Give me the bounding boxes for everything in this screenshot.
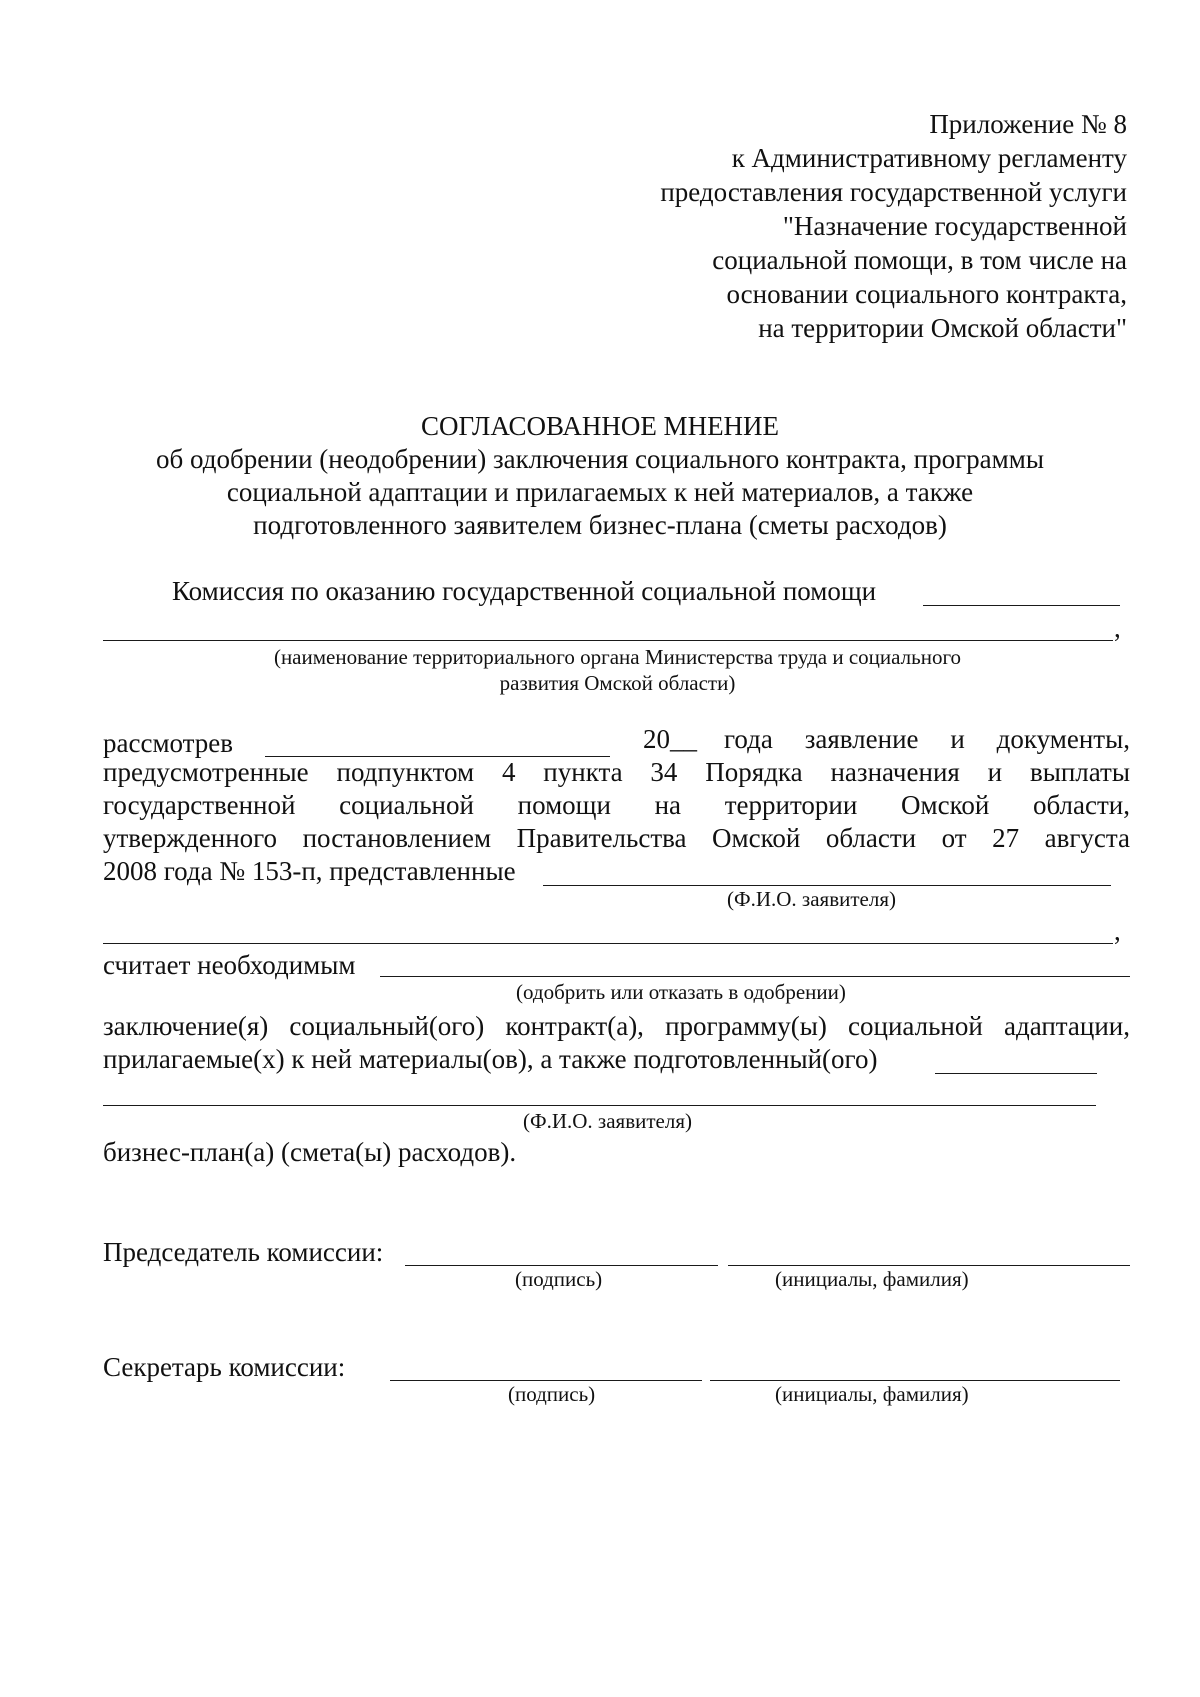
conclusion-line-1: заключение(я) социальный(ого) контракт(а), программу(ы) социальной адаптации, <box>103 1011 1130 1041</box>
para-line-2: государственной социальной помощи на территории Омской области, <box>103 790 1130 820</box>
document-subtitle-line-2: социальной адаптации и прилагаемых к ней материалов, а также <box>226 477 974 507</box>
appendix-line-6: основании социального контракта, <box>726 279 1127 309</box>
considers-label: считает необходимым <box>103 950 356 980</box>
business-plan-text: бизнес-план(а) (смета(ы) расходов). <box>103 1137 517 1167</box>
appendix-line-5: социальной помощи, в том числе на <box>712 245 1127 275</box>
comma: , <box>1114 613 1121 643</box>
year-text: года заявление и документы, <box>724 724 1130 754</box>
commission-label: Комиссия по оказанию государственной социальной помощи <box>172 576 877 606</box>
applicant-name-blank-2[interactable] <box>103 943 1113 944</box>
secretary-signature-caption: (подпись) <box>508 1382 596 1406</box>
chairman-label: Председатель комиссии: <box>103 1237 384 1267</box>
territorial-caption-line-1: (наименование территориального органа Министерства труда и социального <box>273 645 962 669</box>
presented-label: 2008 года № 153-п, представленные <box>103 856 516 886</box>
comma-2: , <box>1114 916 1121 946</box>
approve-caption: (одобрить или отказать в одобрении) <box>516 980 846 1004</box>
considered-label: рассмотрев <box>103 728 234 758</box>
appendix-line-3: предоставления государственной услуги <box>660 177 1127 207</box>
commission-blank[interactable] <box>923 605 1120 606</box>
appendix-line-2: к Административному регламенту <box>731 143 1127 173</box>
fio-caption-2: (Ф.И.О. заявителя) <box>523 1109 692 1133</box>
secretary-initials-caption: (инициалы, фамилия) <box>775 1382 969 1406</box>
fio-caption: (Ф.И.О. заявителя) <box>727 887 896 911</box>
document-subtitle-line-3: подготовленного заявителем бизнес-плана (сметы расходов) <box>253 510 947 540</box>
prepared-blank[interactable] <box>935 1073 1097 1074</box>
year-prefix: 20__ <box>643 724 697 754</box>
conclusion-line-2: прилагаемые(х) к ней материалы(ов), а также подготовленный(ого) <box>103 1044 878 1074</box>
applicant-name-blank-3[interactable] <box>103 1105 1096 1106</box>
document-title: СОГЛАСОВАННОЕ МНЕНИЕ <box>420 411 780 441</box>
territorial-caption-line-2: развития Омской области) <box>499 671 736 695</box>
para-line-1: предусмотренные подпунктом 4 пункта 34 Порядка назначения и выплаты <box>103 757 1130 787</box>
document-subtitle-line-1: об одобрении (неодобрении) заключения социального контракта, программы <box>156 444 1044 474</box>
appendix-line-4: "Назначение государственной <box>782 211 1127 241</box>
secretary-label: Секретарь комиссии: <box>103 1352 346 1382</box>
decision-blank[interactable] <box>380 976 1130 977</box>
appendix-line-1: Приложение № 8 <box>929 109 1127 139</box>
appendix-line-7: на территории Омской области" <box>758 313 1127 343</box>
chairman-initials-caption: (инициалы, фамилия) <box>775 1267 969 1291</box>
territorial-organ-blank[interactable] <box>103 640 1113 641</box>
para-line-3: утвержденного постановлением Правительства Омской области от 27 августа <box>103 823 1130 853</box>
chairman-signature-caption: (подпись) <box>515 1267 603 1291</box>
